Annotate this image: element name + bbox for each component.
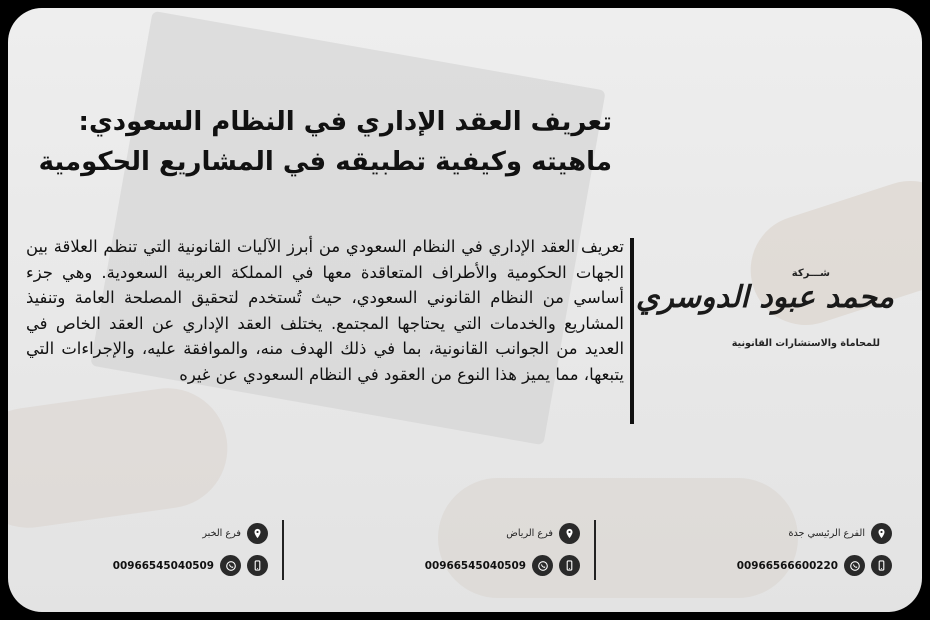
title-line-2: ماهيته وكيفية تطبيقه في المشاريع الحكومية bbox=[38, 147, 612, 177]
mobile-phone-icon bbox=[559, 555, 580, 576]
whatsapp-icon[interactable] bbox=[532, 555, 553, 576]
branch-divider bbox=[282, 520, 284, 580]
branch-riyadh bbox=[425, 523, 580, 576]
mobile-phone-icon bbox=[871, 555, 892, 576]
mobile-phone-icon bbox=[247, 555, 268, 576]
branch-jeddah bbox=[737, 523, 892, 576]
whatsapp-icon[interactable] bbox=[844, 555, 865, 576]
branch-phone[interactable]: 00966566600220 bbox=[736, 559, 838, 572]
branch-divider bbox=[594, 520, 596, 580]
location-pin-icon bbox=[247, 523, 268, 544]
body-paragraph: تعريف العقد الإداري في النظام السعودي من أبرز الآليات القانونية التي تنظم العلاقة بين الجهات الحكومية والأطراف المتعاقدة معها في المملكة العربية السعودية. وهي جزء أساسي من النظام القانوني السعودي، حيث تُستخدم لتحقيق المصلحة العامة وتنفيذ المشاريع والخدمات التي يحتاجها المجتمع. يختلف العقد الإداري عن العقد الخاص في العديد من الجوانب القانونية، بما في ذلك الهدف منه، والموافقة عليه، والإجراءات التي يتبعها، مما يميز هذا النوع من العقود في النظام السعودي عن غيره bbox=[26, 237, 624, 384]
logo-company-word: شـــركة bbox=[791, 268, 830, 279]
location-pin-icon bbox=[559, 523, 580, 544]
branch-khobar bbox=[113, 523, 268, 576]
branch-label: فرع الرياض bbox=[506, 528, 553, 539]
company-logo bbox=[635, 268, 902, 358]
branch-phone[interactable]: 00966545040509 bbox=[112, 559, 214, 572]
background-hand-shape-left bbox=[8, 380, 235, 535]
location-pin-icon bbox=[871, 523, 892, 544]
page-title bbox=[20, 102, 612, 182]
logo-name: محمد عبود الدوسري bbox=[635, 280, 894, 315]
branch-phone[interactable]: 00966545040509 bbox=[424, 559, 526, 572]
whatsapp-icon[interactable] bbox=[220, 555, 241, 576]
text-divider bbox=[630, 238, 634, 424]
title-line-1: تعريف العقد الإداري في النظام السعودي: bbox=[78, 107, 612, 137]
logo-tagline: للمحاماة والاستشارات القانونية bbox=[731, 338, 880, 349]
branch-label: الفرع الرئيسي جدة bbox=[788, 528, 865, 539]
branch-label: فرع الخبر bbox=[202, 528, 241, 539]
